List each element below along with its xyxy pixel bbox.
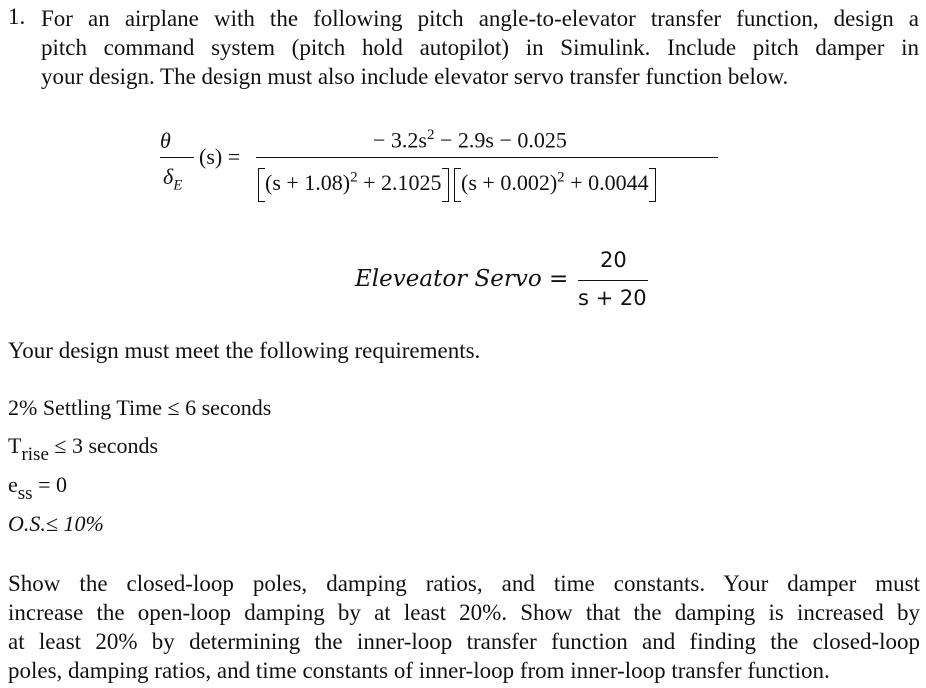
requirements-intro: Your design must meet the following requirements.: [8, 338, 481, 363]
intro-line: For an airplane with the following pitch angle-to-elevator transfer function, design a: [41, 6, 919, 31]
intro-line: pitch command system (pitch hold autopilot) in Simulink. Include pitch damper in: [41, 35, 919, 60]
servo-fraction-bar: [578, 280, 648, 281]
question-number: 1.: [8, 4, 26, 29]
closing-line: at least 20% by determining the inner-loop transfer function and finding the closed-loop: [8, 629, 920, 654]
closing-line: increase the open-loop damping by at least 20%. Show that the damping is increased by: [8, 600, 920, 625]
servo-numerator: 20: [600, 248, 627, 272]
tf-lhs-argument: (s) =: [199, 144, 241, 169]
requirement-overshoot: O.S.≤ 10%: [8, 511, 104, 536]
requirement-settling-time: 2% Settling Time ≤ 6 seconds: [8, 395, 272, 420]
tf-denominator: $(s + 1.08)^2 + 2.1025$ $(s + 0.002)^2 + 0.0044$: [258, 168, 656, 202]
tf-lhs-denominator: $\delta_E$: [163, 164, 183, 194]
question-intro: [41, 4, 919, 91]
intro-line: your design. The design must also include elevator servo transfer function below.: [41, 64, 789, 89]
closing-line: Show the closed-loop poles, damping ratios, and time constants. Your damper must: [8, 571, 920, 596]
requirement-steady-state-error: $e_{ss} = 0$: [8, 472, 67, 505]
servo-denominator: s + 20: [578, 286, 647, 310]
servo-label: Eleveator Servo =: [355, 266, 569, 292]
tf-lhs-fraction-bar: [160, 157, 194, 158]
tf-numerator: − $3.2s^2 - 2.9s - 0.025$: [373, 127, 567, 153]
closing-paragraph: [8, 569, 920, 685]
tf-lhs-numerator: θ: [160, 128, 171, 153]
requirement-rise-time: $T_{rise} \le 3$ seconds: [8, 433, 159, 466]
closing-line: poles, damping ratios, and time constants of inner-loop from inner-loop transfer function.: [8, 658, 830, 683]
tf-fraction-bar: [256, 157, 718, 158]
